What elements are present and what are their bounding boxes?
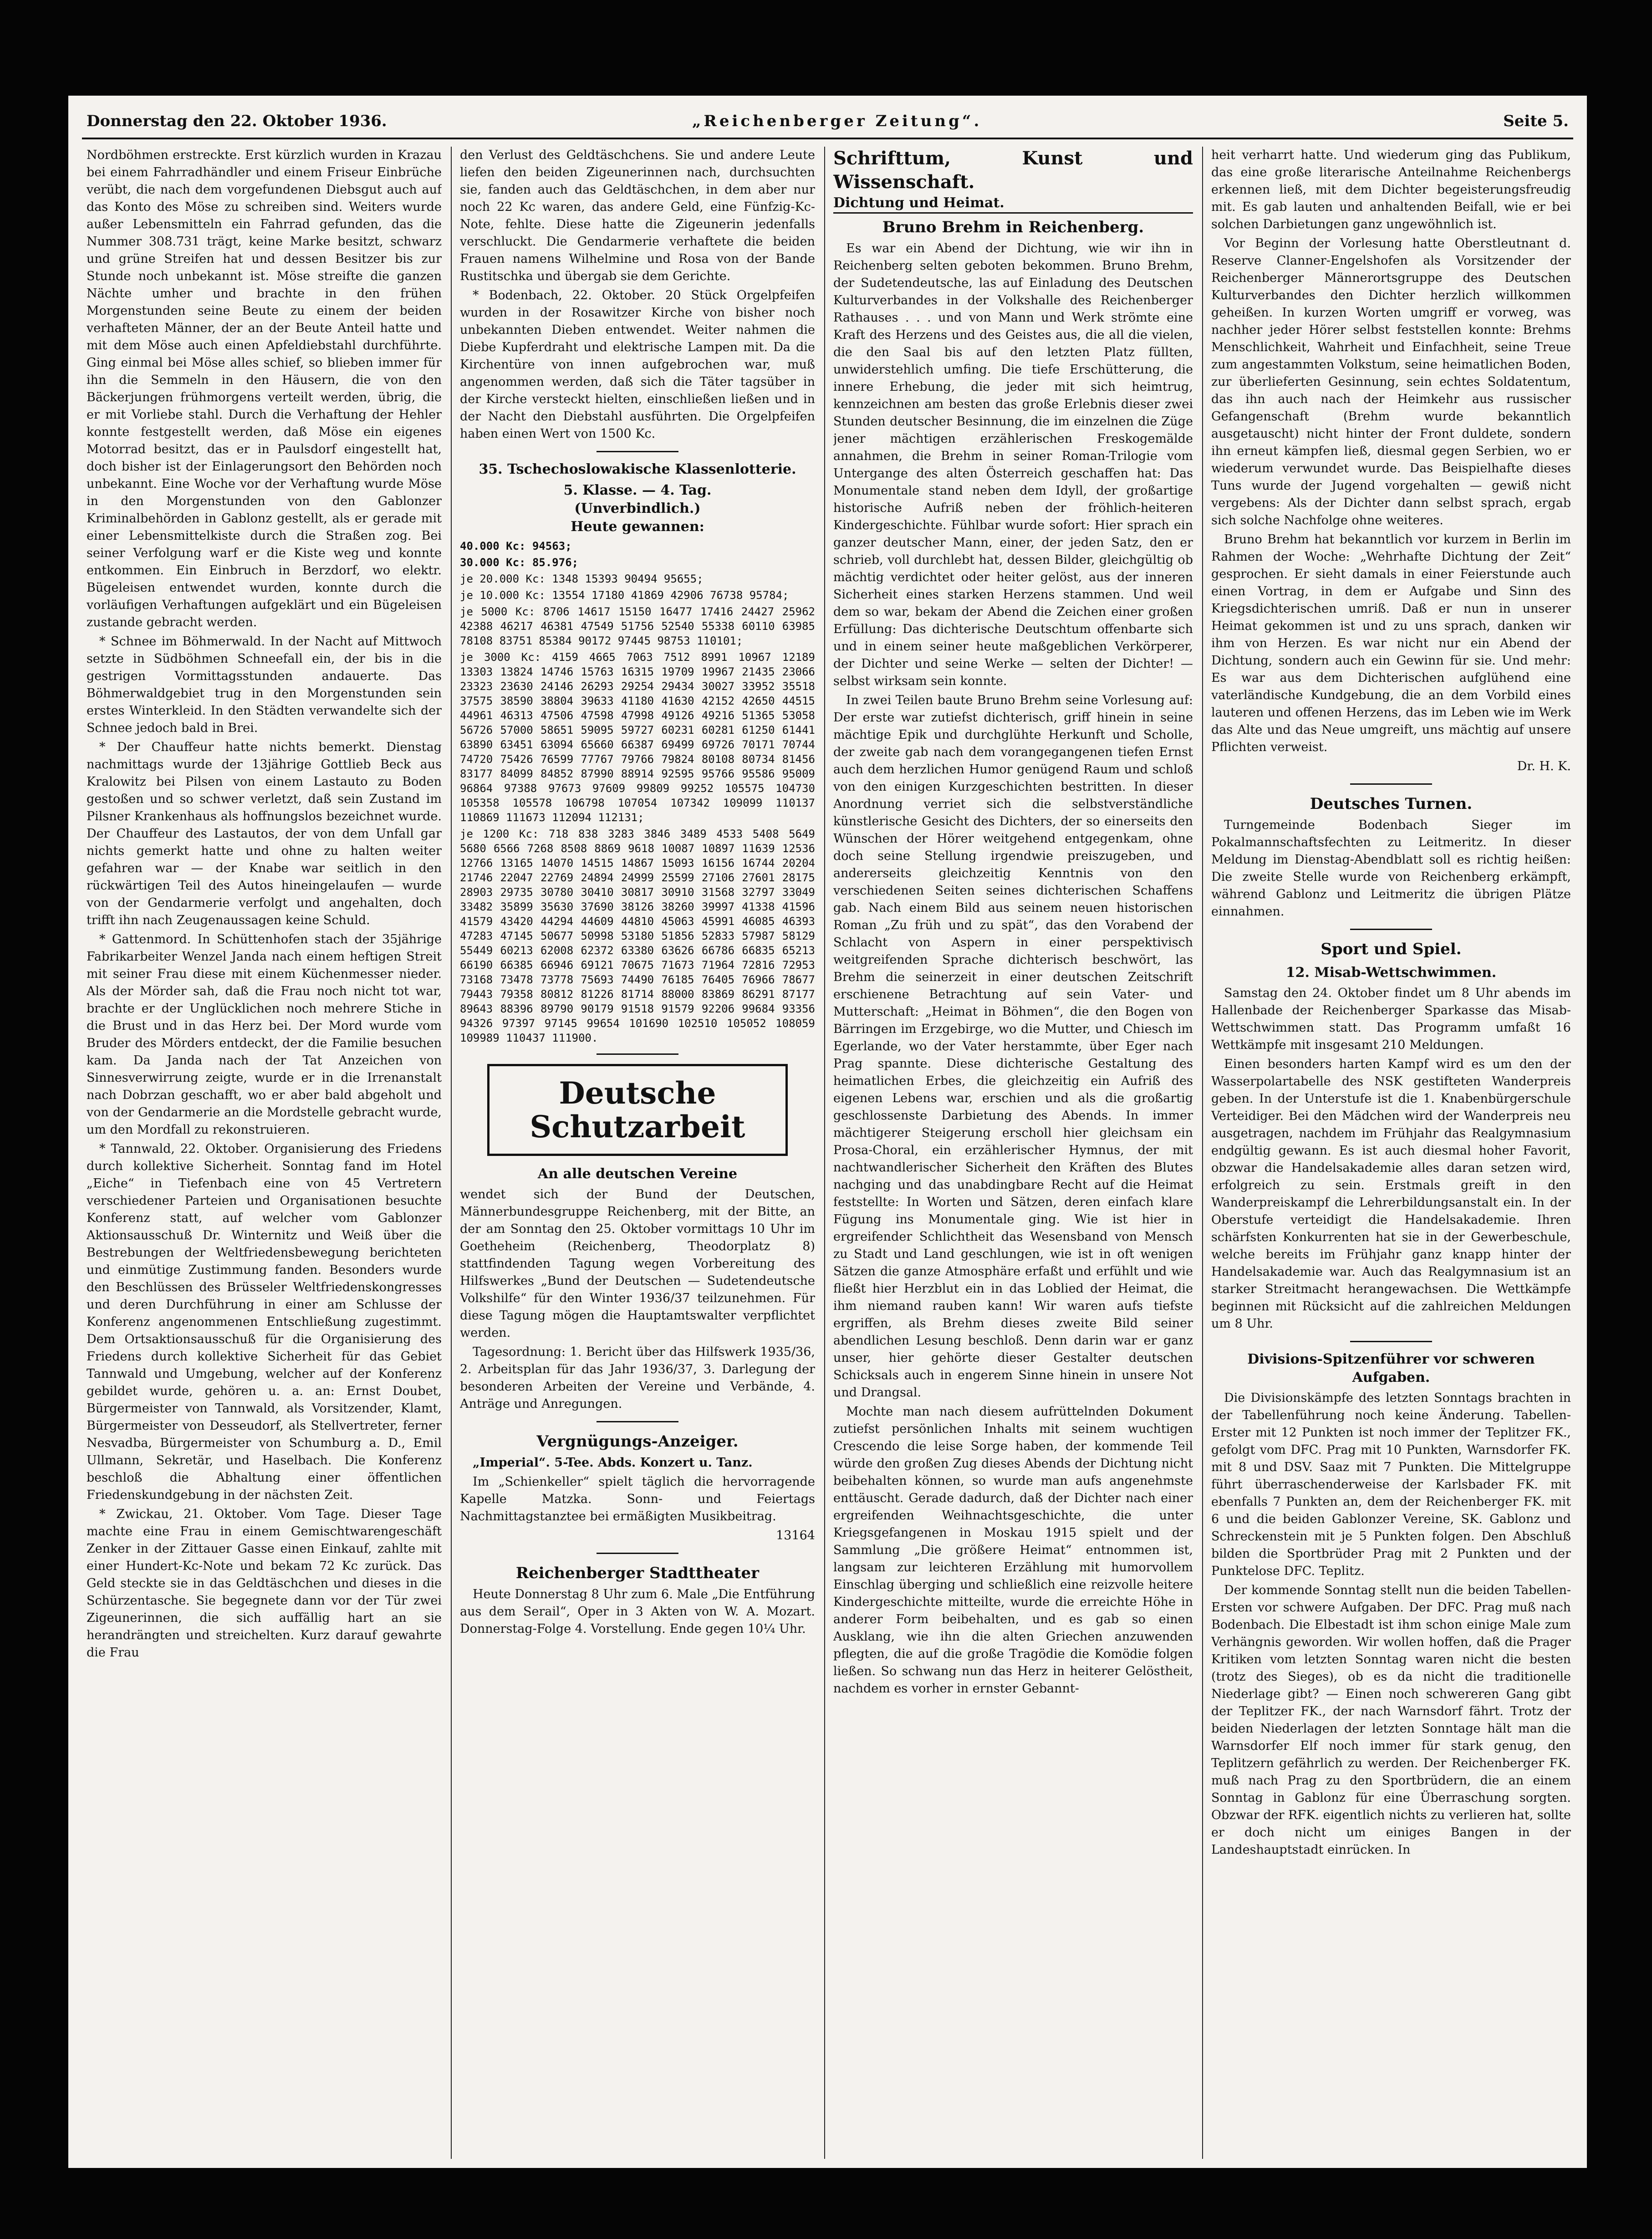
ad-subtitle: An alle deutschen Vereine — [537, 1166, 738, 1182]
lottery-title: 35. Tschechoslowakische Klassenlotterie. — [479, 461, 796, 477]
separator — [597, 1421, 678, 1422]
column-2 — [460, 147, 815, 2159]
lottery-today: Heute gewannen: — [571, 519, 704, 535]
column-divider — [1202, 147, 1203, 2159]
column-3 — [833, 147, 1193, 2159]
lottery-line: 30.000 Kc: 85.976; — [460, 556, 579, 569]
section-subtitle: Dichtung und Heimat. — [833, 194, 1193, 214]
theater-text: Heute Donnerstag 8 Uhr zum 6. Male „Die Entführung aus dem Serail“, Oper in 3 Akten von W. A. Mozart. Donnerstag-Folge 4. Vorstellung. Ende gegen 10¼ Uhr. — [460, 1587, 815, 1636]
lottery-line: 40.000 Kc: 94563; — [460, 540, 572, 552]
article-paragraph: Vor Beginn der Vorlesung hatte Oberstleutnant d. Reserve Clanner-Engelshofen als Vorsitzender der Reichenberger Männerortsgruppe des Deutschen Kulturverbandes den Dichter herzlich willkommen geheißen. In kurzen Worten umgriff er vorweg, was nachher jeder Hörer selbst feststellen konnte: Brehms Menschlichkeit, Wahrheit und Einfachheit, seine Treue zum angestammten Volkstum, seine heimatlichen Boden, zur überlieferten Gesinnung, sein echtes Soldatentum, das ihn auch nach der Heimkehr aus russischer Gefangenschaft (Brehm wurde bekanntlich ausgetauscht) nicht hinter der Front duldete, sondern ihn erneut kämpfen ließ, diesmal gegen Serbien, wo er wiederum verwundet wurde. Das Beispielhafte dieses Tuns wurde der Jugend vorgehalten — gewiß nicht vergebens: Als der Dichter dann selbst sprach, ergab sich solche Nachfolge ohne weiteres. — [1211, 236, 1571, 527]
signature: Dr. H. K. — [1517, 759, 1571, 773]
lottery-line: je 1200 Kc: 718 838 3283 3846 3489 4533 5408 5649 5680 6566 7268 8508 8869 9618 10087 10897 11639 12536 12766 13165 14070 14515 14867 15093 16156 16744 20204 21746 22047 22769 24894 24999 25599 27106 27601 28175 28903 29735 30780 30410 30817 30910 31568 32797 33049 33482 35899 35630 37690 38126 38260 39997 41338 41596 41579 43420 44294 44609 44810 45063 45991 46085 46393 47283 47145 50677 50998 53180 51856 52833 57987 58129 55449 60213 62008 62372 63380 63626 66786 66835 65213 66190 66385 66946 69121 70675 71673 71964 72816 72953 73168 73478 73778 75693 74490 76185 76405 76966 78677 79443 79358 80812 81226 81714 88000 83869 86291 87177 89643 88396 89790 90179 91518 91579 92206 99684 93356 94326 97397 97145 99654 101690 102510 105052 108059 109989 110437 111900. — [460, 828, 815, 1044]
column-divider — [451, 147, 452, 2159]
theater-title: Reichenberger Stadttheater — [515, 1564, 760, 1582]
article-paragraph: heit verharrt hatte. Und wiederum ging das Publikum, das eine große literarische Anteilnahme Reichenbergs erkennen ließ, mit dem Dichter begeisterungsfreudig mit. Es gab lauten und anhaltenden Beifall, wie er bei solchen Darbietungen ganz ungewöhnlich ist. — [1211, 148, 1571, 231]
separator — [1350, 1341, 1432, 1342]
turnen-title: Deutsches Turnen. — [1310, 795, 1473, 813]
header-date: Donnerstag den 22. Oktober 1936. — [87, 112, 387, 130]
article-paragraph: Es war ein Abend der Dichtung, wie wir ihn in Reichenberg selten geboten bekommen. Bruno Brehm, der Sudetendeutsche, las auf Einladung des Deutschen Kulturverbandes in der Volkshalle des Reichenberger Rathauses . . . und von Mann und Werk strömte eine Kraft des Herzens und des Geistes aus, die all die vielen, die den Saal bis auf den letzten Platz füllten, unwiderstehlich umfing. Die tiefe Erschütterung, die innere Erhebung, die jeder mit sich heimtrug, kennzeichnen am besten das große Erlebnis dieser zwei Stunden deutscher Besinnung, die im einzelnen die Züge jener mächtigen erzählerischen Freskogemälde annahmen, die Brehm in seiner Roman-Trilogie vom Untergange des alten Österreich geschaffen hat: Das Monumentale stand neben dem Idyll, der großartige historische Aufriß neben der fröhlich-heiteren Kindergeschichte. Fühlbar wurde sofort: Hier sprach ein ganzer deutscher Mann, einer, der jeden Satz, den er schrieb, voll durchlebt hat, dessen Bilder, gleichgültig ob mächtig verdichtet oder heiter gelöst, aus der inneren Sicherheit eines starken Herzens stammen. Und weil dem so war, bekam der Abend die Zeichen einer großen Erfüllung: Das dichterische Deutschtum offenbarte sich und in einem seiner heute maßgeblichen Verkörperer, der Dichter und seine Werke — selten der Dichter! — selbst wirksam sein konnte. — [833, 241, 1193, 688]
separator — [1350, 783, 1432, 785]
header-page-number: Seite 5. — [1503, 112, 1569, 130]
lottery-line: je 10.000 Kc: 13554 17180 41869 42906 76738 95784; — [460, 589, 789, 602]
article-paragraph: Bruno Brehm hat bekanntlich vor kurzem in Berlin im Rahmen der Woche: „Wehrhafte Dichtung der Zeit“ gesprochen. Er sieht damals in einer Feierstunde auch einen Vortrag, in dem er Aufgabe und Sinn des Kriegsdichterischen umriß. Daß er nun in unserer Heimat gekommen ist und zu uns sprach, danken wir ihm von Herzen. Es war nicht nur ein Abend der Dichtung, sondern auch ein Gewinn für sie. Und mehr: Es war aus dem Dichterischen aufglühend eine vaterländische Kundgebung, die an dem Vorbild eines lauteren und offenen Herzens, das im Leben wie im Werk das Alte und das Neue umgreift, uns mächtig auf unsere Pflichten verweist. — [1211, 532, 1571, 754]
article-tannwald: * Tannwald, 22. Oktober. Organisierung des Friedens durch kollektive Sicherheit. Sonntag fand im Hotel „Eiche“ in Tiefenbach eine von 45 Vertretern verschiedener Parteien und Organisationen besuchte Konferenz statt, auf welcher vom Gablonzer Aktionsausschuß Dr. Winternitz und Weiß über die Bestrebungen der Weltfriedensbewegung berichteten und einmütige Zustimmung fanden. Besonders wurde den Beschlüssen des Brüsseler Weltfriedenskongresses und deren Durchführung in einer am Schlusse der Konferenz angenommenen Entschließung zugestimmt. Dem Ortsaktionsausschuß für die Organisierung des Friedens durch kollektive Sicherheit für das Gebiet Tannwald und Umgebung, welcher auf der Konferenz gebildet wurde, gehören u. a. an: Ernst Doubet, Bürgermeister von Tannwald, als Vorsitzender, Klamt, Bürgermeister von Desseudorf, als Stellvertreter, ferner Nesvadba, Bürgermeister von Schumburg a. D., Emil Ullmann, Sekretär, und Haselbach. Die Konferenz beschloß die Abhaltung einer öffentlichen Friedenskundgebung in der nächsten Zeit. — [87, 1142, 442, 1502]
swim-title: 12. Misab-Wettschwimmen. — [1285, 965, 1497, 981]
newspaper-page — [68, 96, 1587, 2168]
page-header — [87, 108, 1569, 136]
article-paragraph: den Verlust des Geldtäschchens. Sie und andere Leute liefen den beiden Zigeunerinnen nach, durchsuchten sie, fanden auch das Geldtäschchen, in dem aber nur noch 22 Kc waren, das andere Geld, eine Fünfzig-Kc-Note, fehlte. Diese hatte die Zigeunerin jedenfalls verschluckt. Die Gendarmerie verhaftete die beiden Frauen namens Wilhelmine und Rosa von der Bande Rustitschka und übergab sie dem Gerichte. — [460, 148, 815, 283]
article-title: Bruno Brehm in Reichenberg. — [882, 218, 1144, 236]
amusement-title: Vergnügungs-Anzeiger. — [536, 1432, 739, 1451]
separator — [597, 1553, 678, 1554]
lottery-line: je 5000 Kc: 8706 14617 15150 16477 17416 24427 25962 42388 46217 46381 47549 51756 52540 55338 60110 63985 78108 83751 85384 90172 97445 98753 110101; — [460, 605, 815, 647]
swim-text: Samstag den 24. Oktober findet um 8 Uhr abends im Hallenbade der Reichenberger Sparkasse das Misab-Wettschwimmen statt. Das Programm umfaßt 16 Wettkämpfe mit insgesamt 210 Meldungen. — [1211, 986, 1571, 1052]
division-text: Der kommende Sonntag stellt nun die beiden Tabellen-Ersten vor schwere Aufgaben. Der DFC. Prag muß nach Bodenbach. Die Elbestadt ist ihm schon einige Male zum Verhängnis geworden. Wir wollen hoffen, daß die Prager Kritiken vom letzten Sonntag waren nicht die besten (trotz des Sieges), ob es da nicht die traditionelle Niederlage gibt? — Einen noch schwereren Gang gibt der Teplitzer FK., der nach Warnsdorf fährt. Trotz der beiden Niederlagen der letzten Sonntage hält man die Warnsdorfer Elf noch immer für stark genug, den Teplitzern gefährlich zu werden. Der Reichenberger FK. muß nach Prag zu den Sportbrüdern, die an einem Sonntag in Gablonz für eine Überraschung sorgten. Obzwar der RFK. eigentlich nichts zu verlieren hat, sollte er doch nicht um einiges Bangen in der Landeshauptstadt einrücken. In — [1211, 1583, 1571, 1857]
article-murder: * Gattenmord. In Schüttenhofen stach der 35jährige Fabrikarbeiter Wenzel Janda nach einem heftigen Streit mit seiner Frau diese mit einem Küchenmesser nieder. Als der Mörder sah, daß die Frau noch nicht tot war, brachte er der Unglücklichen noch mehrere Stiche in die Brust und in das Herz bei. Der Mord wurde vom Bruder des Mörders entdeckt, der die Familie besuchen kam. Da Janda nach der Tat Anzeichen von Sinnesverwirrung zeigte, wurde er in die Irrenanstalt nach Dobrzan geschafft, wo er aber bald abgeholt und von der Gendarmerie an die Mordstelle gebracht wurde, um den Mordfall zu rekonstruieren. — [87, 932, 442, 1137]
separator — [1350, 929, 1432, 930]
ad-agenda: Tagesordnung: 1. Bericht über das Hilfswerk 1935/36, 2. Arbeitsplan für das Jahr 1936/37, 3. Darlegung der besonderen Arbeiten der Vereine und Verbände, 4. Anträge und Anregungen. — [460, 1345, 815, 1411]
ad-text: wendet sich der Bund der Deutschen, Männerbundesgruppe Reichenberg, mit der Bitte, an der am Sonntag den 25. Oktober vormittags 10 Uhr im Goetheheim (Reichenberg, Theodorplatz 8) stattfindenden Tagung wegen Vorbereitung des Hilfswerkes „Bund der Deutschen — Sudetendeutsche Volkshilfe“ für den Winter 1936/37 teilzunehmen. Für diese Tagung mögen die Hauptamtswalter verpflichtet werden. — [460, 1187, 815, 1340]
article-chauffeur: * Der Chauffeur hatte nichts bemerkt. Dienstag nachmittags wurde der 13jährige Gottlieb Beck aus Kralowitz bei Pilsen von einem Lastauto zu Boden gestoßen und so schwer verletzt, daß sein Zustand im Pilsner Krankenhaus als hoffnungslos bezeichnet wurde. Der Chauffeur des Lastautos, der von dem Unfall gar nichts gemerkt hatte und ohne zu halten weiter gefahren war — der Knabe war seitlich in den rückwärtigen Teil des Autos hineingelaufen — wurde von der Gendarmerie verfolgt und angehalten, doch trifft ihn nach Zeugenaussagen keine Schuld. — [87, 740, 442, 927]
lottery-class: 5. Klasse. — 4. Tag. — [563, 482, 712, 498]
column-1 — [87, 147, 442, 2159]
sport-title: Sport und Spiel. — [1321, 940, 1462, 958]
amusement-item: Im „Schienkeller“ spielt täglich die hervorragende Kapelle Matzka. Sonn- und Feiertags Nachmittagstanztee bei ermäßigten Musikbeitrag. — [460, 1475, 815, 1523]
turnen-text: Turngemeinde Bodenbach Sieger im Pokalmannschaftsfechten zu Leitmeritz. In dieser Meldung im Dienstag-Abendblatt soll es richtig heißen: Die zweite Stelle wurde von Reichenberg erkämpft, während Gablonz und Leitmeritz die übrigen Plätze einnahmen. — [1211, 818, 1571, 919]
amusement-number: 13164 — [776, 1528, 815, 1543]
swim-text: Einen besonders harten Kampf wird es um den der Wasserpolartabelle des NSK gestifteten Wanderpreis geben. In der Unterstufe ist die 1. Knabenbürgerschule Verteidiger. Bei den Mädchen wird der Wanderpreis neu ausgetragen, nachdem im Frühjahr das Realgymnasium endgültig gewann. Es ist auch diesmal hoher Favorit, obzwar die Handelsakademie alles daran setzen wird, erfolgreich zu sein. Erstmals greift in den Wanderpreiskampf die Lehrerbildungsanstalt ein. In der Oberstufe verteidigt die Handelsakademie. Ihren schärfsten Konkurrenten hat sie in der Gewerbeschule, welche bereits im Frühjahr ganz knapp hinter der Handelsakademie war. Auch das Realgymnasium ist an starker Streitmacht herangewachsen. Die Wettkämpfe beginnen mit Rücksicht auf die zahlreichen Meldungen um 8 Uhr. — [1211, 1057, 1571, 1331]
column-divider — [824, 147, 825, 2159]
column-4 — [1211, 147, 1571, 2159]
separator — [597, 451, 678, 452]
article-paragraph: Nordböhmen erstreckte. Erst kürzlich wurden in Krazau bei einem Fahrradhändler und einem Friseur Einbrüche verübt, die nach dem vorgefundenen Diebsgut auch auf das Konto des Möse zu schreiben sind. Weiters wurde außer Lebensmitteln ein Fahrrad gefunden, das die Nummer 308.731 trägt, keine Marke besitzt, schwarz und grüne Streifen hat und dessen Besitzer bis zur Stunde noch unbekannt ist. Möse streifte die ganzen Nächte umher und brachte in den frühen Morgenstunden seine Beute zu einem der beiden verhafteten Männer, der an der Beute Anteil hatte und mit dem Möse auch einen Apfeldiebstahl durchführte. Ging einmal bei Möse alles schief, so blieben immer für ihn die Semmeln in den Häusern, die von den Bäckerjungen frühmorgens verteilt werden, übrig, die er mit Vorliebe stahl. Durch die Verhaftung der Hehler konnte festgestellt werden, daß Möse ein eigenes Motorrad besitzt, das er in Paulsdorf eingestellt hat, doch bisher ist der Einlagerungsort den Behörden noch unbekannt. Eine Woche vor der Verhaftung wurde Möse in den Morgenstunden von den Gablonzer Kriminalbehörden in Gablonz gestellt, als er gerade mit einer Lebensmittelkiste durch die Straßen zog. Bei seiner Verfolgung warf er die Kiste weg und konnte entkommen. Ein Einbruch in Berzdorf, wo elektr. Bügeleisen entwendet wurden, konnte durch die vorläufigen Verhaftungen aufgeklärt und ein Bügeleisen zustande gebracht werden. — [87, 148, 442, 629]
ad-title-box: Deutsche Schutzarbeit — [487, 1064, 788, 1156]
section-title: Schrifttum, Kunst und Wissenschaft. — [833, 148, 1193, 193]
article-bodenbach: * Bodenbach, 22. Oktober. 20 Stück Orgelpfeifen wurden in der Rosawitzer Kirche von bisher noch unbekannten Dieben entwendet. Weiter nahmen die Diebe Kupferdraht und elektrische Lampen mit. Da die Kirchentüre von innen aufgebrochen war, muß angenommen werden, daß sich die Täter tagsüber in der Kirche versteckt hielten, einschließen ließen und in der Nacht den Diebstahl ausführten. Die Orgelpfeifen haben einen Wert von 1500 Kc. — [460, 288, 815, 441]
division-text: Die Divisionskämpfe des letzten Sonntags brachten in der Tabellenführung noch keine Änderung. Tabellen-Erster mit 12 Punkten ist noch immer der Teplitzer FK., gefolgt vom DFC. Prag mit 10 Punkten, Warnsdorfer FK. mit 8 und DSV. Saaz mit 7 Punkten. Die Mittelgruppe führt überraschenderweise der Karlsbader FK. mit ebenfalls 7 Punkten an, dem der Reichenberger FK. mit 6 und die beiden Gablonzer Vereine, SK. Gablonz und Schreckenstein mit je 5 Punkten folgen. Den Abschluß bilden die Sportbrüder Prag mit 2 Punkten und der Punktelose DFC. Teplitz. — [1211, 1391, 1571, 1578]
lottery-note: (Unverbindlich.) — [574, 501, 701, 516]
lottery-line: je 3000 Kc: 4159 4665 7063 7512 8991 10967 12189 13303 13824 14746 15763 16315 19709 19967 21435 23066 23323 23630 24146 26293 29254 29434 30027 33952 35518 37575 38590 38804 39633 41180 41630 42152 42650 44515 44961 46313 47506 47598 47998 49126 49216 51365 53058 56726 57000 58651 59095 59727 60231 60281 61250 61441 63890 63451 63094 65660 66387 69499 69726 70171 70744 74720 75426 76599 77767 79766 79824 80108 80734 81456 83177 84099 84852 87990 88914 92595 95766 95586 95009 96864 97388 97673 97609 99809 99252 105575 104730 105358 105578 106798 107054 107342 109099 110137 110869 111673 112094 112131; — [460, 651, 815, 824]
article-zwickau: * Zwickau, 21. Oktober. Vom Tage. Dieser Tage machte eine Frau in einem Gemischtwarengeschäft Zenker in der Zittauer Gasse einen Einkauf, zahlte mit einer Hundert-Kc-Note und bekam 72 Kc zurück. Das Geld steckte sie in das Geldtäschchen und dieses in die Schürzentasche. Sie begegnete dann vor der Tür zwei Zigeunerinnen, die sich auffällig hart an sie herandrängten und streichelten. Kurz darauf gewahrte die Frau — [87, 1507, 442, 1660]
amusement-item: „Imperial“. 5-Tee. Abds. Konzert u. Tanz. — [473, 1456, 753, 1470]
article-paragraph: In zwei Teilen baute Bruno Brehm seine Vorlesung auf: Der erste war zutiefst dichterisch, griff hinein in seine mächtige Epik und durchglühte Herkunft und Scholle, der zweite gab nach dem vorangegangenen tiefen Ernst auch dem herzlichen Humor genügend Raum und schloß von den einigen Kurzgeschichten bestritten. In dieser Anordnung verriet sich die selbstverständliche künstlerische Gesicht des Dichters, der so einerseits den Wünschen der Hörer weitgehend entgegenkam, ohne doch seine Stellung irgendwie preiszugeben, und andererseits gleichzeitig Kenntnis von den verschiedenen Seiten seines dichterischen Schaffens gab. Nach einem Bild aus seinem neuen historischen Roman „Zu früh und zu spät“, das den Vorabend der Schlacht von Aspern in einer perspektivisch weitgreifenden Sprache dichterisch beschwört, las Brehm die seinerzeit in einer deutschen Zeitschrift erschienene Betrachtung auf sein Vater- und Mutterschaft: „Heimat in Böhmen“, die den Bogen von Bärringen im Erzgebirge, wo die Mutter, und Chiesch im Egerlande, wo der Vater herstammte, über Eger nach Prag spannte. Diese dichterische Gestaltung des heimatlichen Erbes, die gleichzeitig ein Aufriß des eigenen Lebens war, erschien und als die großartig geschlossenste Darbietung des Abends. In immer mächtigerer Steigerung erscholl hier gleichsam ein Prosa-Choral, ein erzählerischer Hymnus, der mit nachtwandlerischer Sicherheit den Kräften des Blutes nachging und das unabdingbare Recht auf die Heimat feststellte: In Worten und Sätzen, deren einfach klare Fügung ins Monumentale ging. Wie ist hier in ergreifender Schlichtheit das Wesensband von Mensch zu Stadt und Land geschlungen, wie ist in oft wenigen Sätzen die ganze Atmosphäre erfaßt und erfühlt und wie fließt hier Herzblut ein in das Loblied der Heimat, die ihm niemand rauben kann! Wir waren aufs tiefste ergriffen, als Brehm dieses zweite Bild seiner abendlichen Lesung beschloß. Denn darin war er ganz unser, hier gehörte dieser Gestalter deutschen Schicksals auch in engerem Sinne hinein in unsere Not und Drangsal. — [833, 693, 1193, 1400]
header-rule — [82, 138, 1573, 139]
article-paragraph: Mochte man nach diesem aufrüttelnden Dokument zutiefst persönlichen Inhalts mit seinem wuchtigen Crescendo die leise Sorge haben, der kommende Teil würde den großen Zug dieses Abends der Dichtung nicht beibehalten können, so wurde man aufs angenehmste enttäuscht. Gerade dadurch, daß der Dichter nach einer ergreifenden Weihnachtsgeschichte, die unter Kriegsgefangenen in Moskau 1915 spielt und der Sammlung „Die größere Heimat“ entnommen ist, langsam zur leichteren Erzählung mit humorvollem Einschlag überging und schließlich eine reizvolle heitere Kindergeschichte mitteilte, wurde die erreichte Höhe in anderer Form beibehalten, und es gab so einen Ausklang, wie ihn die alten Griechen anzuwenden pflegten, die auf die große Tragödie die Komödie folgen ließen. So schwang nun das Herz in heiterer Gelöstheit, nachdem es vorher in ernster Gebannt- — [833, 1405, 1193, 1696]
article-snow: * Schnee im Böhmerwald. In der Nacht auf Mittwoch setzte in Südböhmen Schneefall ein, der bis in die gestrigen Vormittagsstunden andauerte. Das Böhmerwaldgebiet trug in den Morgenstunden sein erstes Winterkleid. In den Städten verwandelte sich der Schnee jedoch bald in Brei. — [87, 634, 442, 735]
division-title: Divisions-Spitzenführer vor schweren Aufgaben. — [1247, 1351, 1535, 1385]
lottery-line: je 20.000 Kc: 1348 15393 90494 95655; — [460, 573, 704, 585]
header-masthead: „Reichenberger Zeitung“. — [692, 112, 982, 130]
separator — [597, 1053, 678, 1055]
